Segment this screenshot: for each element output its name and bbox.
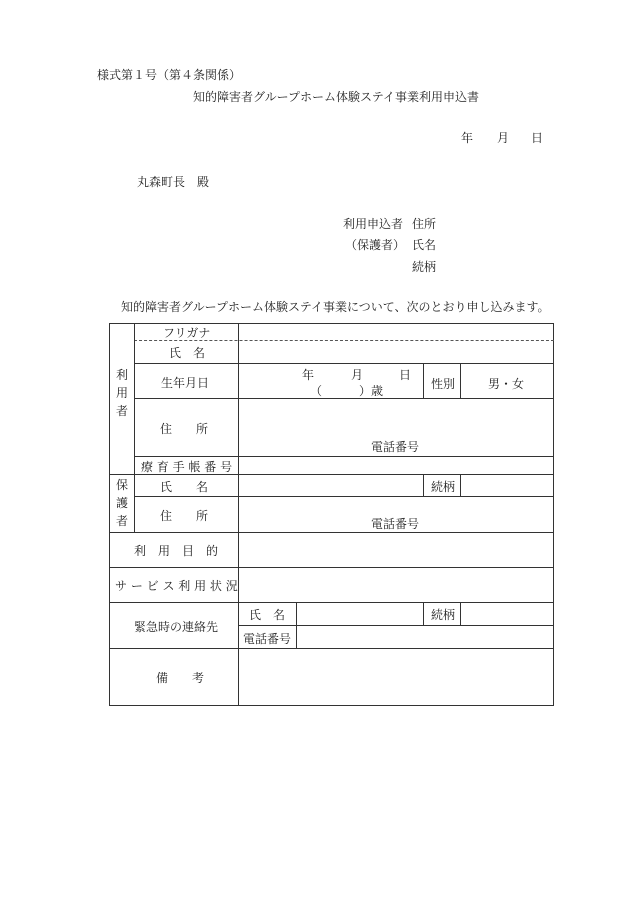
- emergency-phone-label: 電話番号: [243, 632, 292, 646]
- application-form-table: [109, 323, 554, 706]
- applicant-label: 利用申込者: [343, 217, 404, 231]
- gender-label: 性別: [431, 377, 456, 391]
- emergency-name-label: 氏 名: [249, 608, 286, 622]
- date-month-label: 月: [497, 131, 510, 145]
- applicant-relation-label: 続柄: [412, 260, 437, 274]
- guardian-phone-label: 電話番号: [371, 517, 420, 531]
- birth-year-label: 年: [302, 368, 315, 382]
- date-year-label: 年: [461, 131, 474, 145]
- date-day-label: 日: [531, 131, 544, 145]
- form-number: 様式第１号（第４条関係）: [97, 68, 242, 82]
- user-address-label: 住 所: [160, 422, 209, 436]
- addressee: 丸森町長 殿: [137, 175, 210, 189]
- gender-value: 男・女: [488, 377, 525, 391]
- birthdate-label: 生年月日: [161, 376, 210, 390]
- age-close-label: ）歳: [359, 384, 384, 398]
- user-phone-label: 電話番号: [371, 440, 420, 454]
- applicant-name-label: 氏名: [412, 238, 437, 252]
- remarks-label: 備 考: [156, 671, 205, 685]
- user-name-label: 氏 名: [169, 346, 206, 360]
- intro-sentence: 知的障害者グループホーム体験ステイ事業について、次のとおり申し込みます。: [121, 300, 550, 314]
- emergency-relation-label: 続柄: [431, 608, 456, 622]
- guardian-address-label: 住 所: [160, 509, 209, 523]
- service-status-label: サ ー ビ ス 利 用 状 況: [115, 579, 238, 593]
- notebook-number-label: 療 育 手 帳 番 号: [141, 460, 233, 474]
- furigana-label: フリガナ: [163, 326, 211, 340]
- form-title: 知的障害者グループホーム体験ステイ事業利用申込書: [193, 90, 479, 104]
- applicant-address-label: 住所: [412, 217, 437, 231]
- guardian-group-label: 保 護 者: [115, 478, 128, 528]
- guardian-name-label: 氏 名: [160, 480, 209, 494]
- birth-day-label: 日: [399, 368, 412, 382]
- birth-month-label: 月: [351, 368, 364, 382]
- age-open-paren: （: [310, 384, 323, 398]
- purpose-label: 利 用 目 的: [134, 544, 219, 558]
- emergency-contact-label: 緊急時の連絡先: [134, 620, 219, 634]
- guardian-relation-label: 続柄: [431, 480, 456, 494]
- user-group-label: 利 用 者: [115, 368, 128, 418]
- guardian-paren-label: （保護者）: [345, 238, 406, 252]
